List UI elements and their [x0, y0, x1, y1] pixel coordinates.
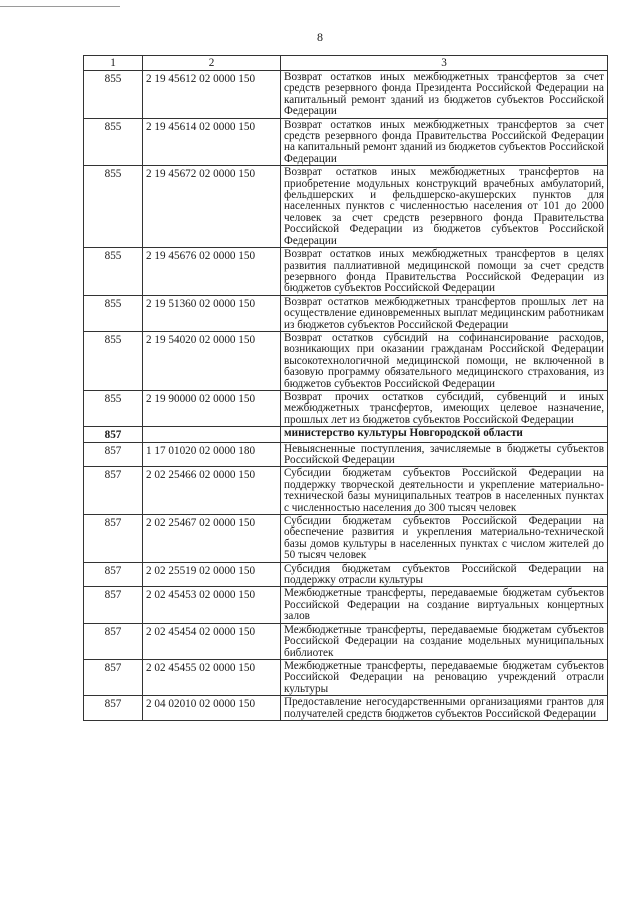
description-cell: Возврат остатков иных межбюджетных трансфертов в целях развития паллиативной медицинской помощи за счет средств резервного фонда Правительства Российской Федерации из бюджетов субъектов Российской Федерации [281, 248, 608, 296]
admin-code-cell: 857 [84, 659, 143, 695]
table-row [84, 467, 608, 515]
admin-code-cell: 857 [84, 442, 143, 467]
table-body [84, 56, 608, 721]
table-row [84, 331, 608, 390]
table-row [84, 118, 608, 166]
budget-code-cell: 2 02 25467 02 0000 150 [143, 515, 281, 563]
admin-code-cell: 857 [84, 562, 143, 587]
admin-code-cell: 855 [84, 248, 143, 296]
budget-code-table [83, 55, 608, 721]
budget-code-cell: 2 02 25519 02 0000 150 [143, 562, 281, 587]
table-row [84, 623, 608, 659]
table-row [84, 696, 608, 721]
admin-code-cell: 855 [84, 166, 143, 248]
budget-code-cell [143, 427, 281, 442]
description-cell: Возврат остатков иных межбюджетных трансфертов на приобретение модульных конструкций врачебных амбулаторий, фельдшерских и фельдшерско-акушерских пунктов для населенных пунктов с численностью населения от 101 до 2000 человек за счет средств резервного фонда Правительства Российской Федерации из бюджетов субъектов Российской Федерации [281, 166, 608, 248]
scan-edge-line [0, 6, 120, 7]
description-cell: Субсидии бюджетам субъектов Российской Федерации на обеспечение развития и укрепления материально-технической базы домов культуры в населенных пунктах с числом жителей до 50 тысяч человек [281, 515, 608, 563]
table-row [84, 587, 608, 623]
section-heading-row [84, 427, 608, 442]
admin-code-cell: 857 [84, 427, 143, 442]
table-row [84, 659, 608, 695]
description-cell: Возврат остатков иных межбюджетных трансфертов за счет средств резервного фонда Президента Российской Федерации на капитальный ремонт зданий из бюджетов субъектов Российской Федерации [281, 71, 608, 119]
admin-code-cell: 857 [84, 515, 143, 563]
description-cell: Межбюджетные трансферты, передаваемые бюджетам субъектов Российской Федерации на реновацию учреждений отрасли культуры [281, 659, 608, 695]
admin-code-cell: 855 [84, 295, 143, 331]
description-cell: министерство культуры Новгородской области [281, 427, 608, 442]
admin-code-cell: 857 [84, 623, 143, 659]
admin-code-cell: 855 [84, 71, 143, 119]
budget-code-cell: 2 02 45454 02 0000 150 [143, 623, 281, 659]
page-number: 8 [317, 30, 323, 44]
description-cell: Возврат прочих остатков субсидий, субвенций и иных межбюджетных трансфертов, имеющих целевое назначение, прошлых лет из бюджетов субъектов Российской Федерации [281, 390, 608, 426]
description-cell: Субсидия бюджетам субъектов Российской Федерации на поддержку отрасли культуры [281, 562, 608, 587]
admin-code-cell: 857 [84, 587, 143, 623]
header-col-2: 2 [143, 56, 281, 71]
table-row [84, 442, 608, 467]
table-row [84, 248, 608, 296]
admin-code-cell: 857 [84, 467, 143, 515]
budget-code-cell: 2 02 25466 02 0000 150 [143, 467, 281, 515]
budget-code-cell: 2 19 45614 02 0000 150 [143, 118, 281, 166]
budget-code-cell: 2 19 45612 02 0000 150 [143, 71, 281, 119]
header-col-3: 3 [281, 56, 608, 71]
budget-code-cell: 2 04 02010 02 0000 150 [143, 696, 281, 721]
description-cell: Субсидии бюджетам субъектов Российской Федерации на поддержку творческой деятельности и укрепление материально-технической базы муниципальных театров в населенных пунктах с численностью населения до 300 тысяч человек [281, 467, 608, 515]
description-cell: Возврат остатков субсидий на софинансирование расходов, возникающих при оказании гражданам Российской Федерации высокотехнологичной медицинской помощи, не включенной в базовую программу обязательного медицинского страхования, из бюджетов субъектов Российской Федерации [281, 331, 608, 390]
budget-code-cell: 2 19 45676 02 0000 150 [143, 248, 281, 296]
budget-code-cell: 2 02 45453 02 0000 150 [143, 587, 281, 623]
admin-code-cell: 855 [84, 118, 143, 166]
admin-code-cell: 855 [84, 331, 143, 390]
description-cell: Возврат остатков межбюджетных трансфертов прошлых лет на осуществление единовременных выплат медицинским работникам из бюджетов субъектов Российской Федерации [281, 295, 608, 331]
budget-code-cell: 2 19 45672 02 0000 150 [143, 166, 281, 248]
table-row [84, 71, 608, 119]
description-cell: Межбюджетные трансферты, передаваемые бюджетам субъектов Российской Федерации на создание виртуальных концертных залов [281, 587, 608, 623]
budget-code-cell: 2 02 45455 02 0000 150 [143, 659, 281, 695]
admin-code-cell: 857 [84, 696, 143, 721]
admin-code-cell: 855 [84, 390, 143, 426]
description-cell: Межбюджетные трансферты, передаваемые бюджетам субъектов Российской Федерации на создание модельных муниципальных библиотек [281, 623, 608, 659]
table-row [84, 562, 608, 587]
description-cell: Невыясненные поступления, зачисляемые в бюджеты субъектов Российской Федерации [281, 442, 608, 467]
description-cell: Возврат остатков иных межбюджетных трансфертов за счет средств резервного фонда Правительства Российской Федерации на капитальный ремонт зданий из бюджетов субъектов Российской Федерации [281, 118, 608, 166]
description-cell: Предоставление негосударственными организациями грантов для получателей средств бюджетов субъектов Российской Федерации [281, 696, 608, 721]
table-row [84, 166, 608, 248]
budget-code-cell: 2 19 54020 02 0000 150 [143, 331, 281, 390]
table-row [84, 295, 608, 331]
header-col-1: 1 [84, 56, 143, 71]
table-header-row [84, 56, 608, 71]
table-row [84, 515, 608, 563]
budget-code-cell: 1 17 01020 02 0000 180 [143, 442, 281, 467]
budget-code-cell: 2 19 90000 02 0000 150 [143, 390, 281, 426]
table-row [84, 390, 608, 426]
budget-code-cell: 2 19 51360 02 0000 150 [143, 295, 281, 331]
